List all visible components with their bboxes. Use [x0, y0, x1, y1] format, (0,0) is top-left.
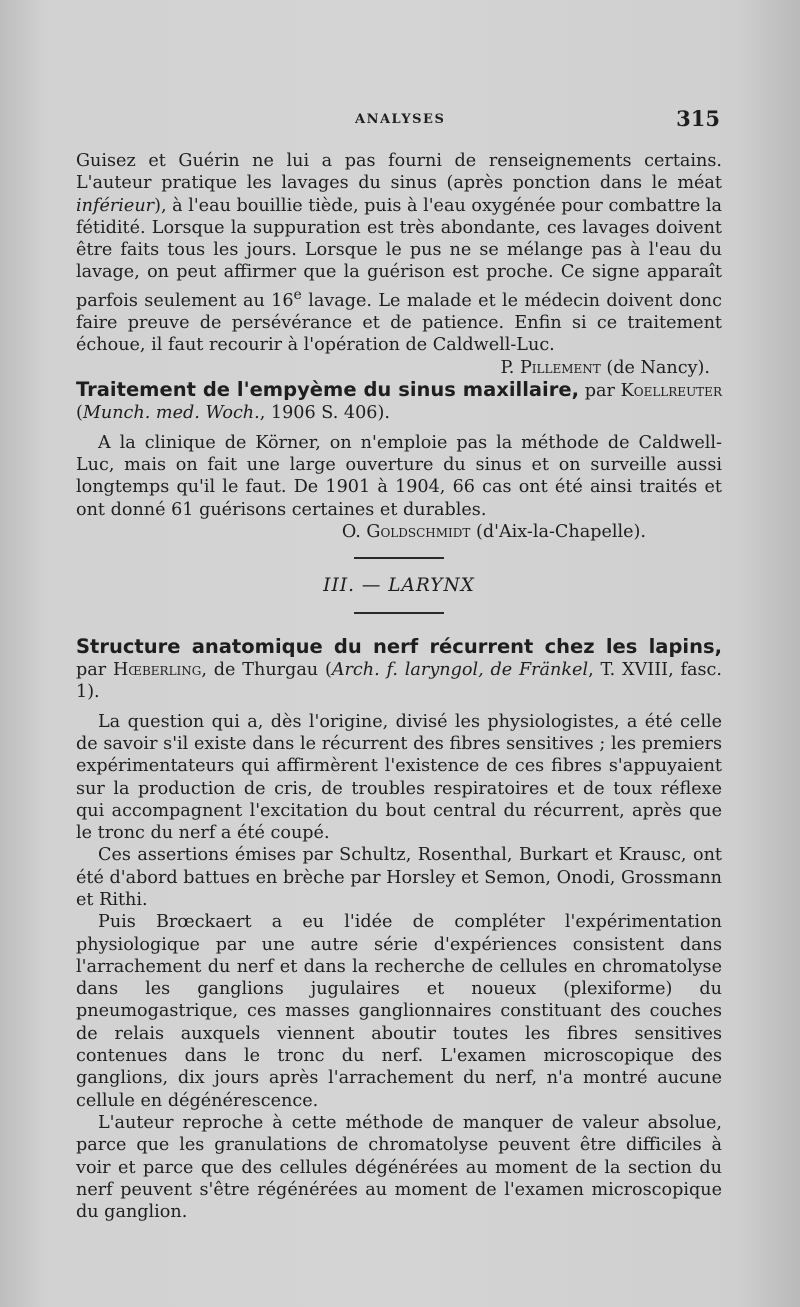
- page-number: 315: [676, 106, 720, 131]
- running-title: ANALYSES: [355, 112, 446, 127]
- article3-paragraph-4: L'auteur reproche à cette méthode de manquer de valeur absolue, parce que les granulations de chromatolyse peuvent être difficiles à voir et parce que des cellules dégénérées au moment de la section du nerf peuvent s'être régénérées au moment de l'examen microscopique du ganglion.: [76, 1112, 722, 1223]
- section-rule-bottom: [354, 612, 444, 614]
- article1-paragraph: Guisez et Guérin ne lui a pas fourni de renseignements certains. L'auteur pratique les lavages du sinus (après ponction dans le méat inférieur), à l'eau bouillie tiède, puis à l'eau oxygénée pour combattre la fétidité. Lorsque la suppuration est très abondante, ces lavages doivent être faits tous les jours. Lorsque le pus ne se mélange pas à l'eau du lavage, on peut affirmer que la guérison est proche. Ce signe apparaît parfois seulement au 16e lavage. Le malade et le médecin doivent donc faire preuve de persévérance et de patience. Enfin si ce traitement échoue, il faut recourir à l'opération de Caldwell-Luc.: [76, 151, 722, 356]
- running-header: [75, 106, 720, 136]
- italic-word: inférieur: [76, 195, 155, 216]
- article2-title: Traitement de l'empyème du sinus maxillaire, par Koellreuter (Munch. med. Woch., 1906 S. 406).: [76, 377, 722, 423]
- article3-paragraph-1: La question qui a, dès l'origine, divisé les physiologistes, a été celle de savoir s'il existe dans le récurrent des fibres sensitives ; les premiers expérimentateurs qui affirmèrent l'existence de ces fibres s'appuyaient sur la production de cris, de troubles respiratoires et de toux réflexe qui accompagnent l'excitation du bout central du récurrent, après que le tronc du nerf a été coupé.: [76, 711, 722, 844]
- article3-paragraph-2: Ces assertions émises par Schultz, Rosenthal, Burkart et Krausc, ont été d'abord battues en brèche par Horsley et Semon, Onodi, Grossmann et Rithi.: [76, 845, 722, 910]
- section-divider: [76, 557, 722, 613]
- article3-title: Structure anatomique du nerf récurrent chez les lapins, par Hœberling, de Thurgau (Arch. f. laryngol, de Fränkel, T. XVIII, fasc. 1).: [76, 634, 722, 702]
- page-content: [76, 150, 722, 1223]
- article2-signature: O. Goldschmidt (d'Aix-la-Chapelle).: [341, 522, 646, 543]
- section-heading: III. — LARYNX: [323, 575, 475, 597]
- article2-body: A la clinique de Körner, on n'emploie pas la méthode de Caldwell-Luc, mais on fait une large ouverture du sinus et on surveille aussi longtemps qu'il le faut. De 1901 à 1904, 66 cas ont été ainsi traités et ont donné 61 guérisons certaines et durables.: [76, 432, 722, 520]
- section-rule-top: [354, 557, 444, 559]
- article3-paragraph-3: Puis Brœckaert a eu l'idée de compléter l'expérimentation physiologique par une autre série d'expériences consistent dans l'arrachement du nerf et dans la recherche de cellules en chromatolyse dans les ganglions jugulaires et noueux (plexiforme) du pneumogastrique, ces masses ganglionnaires constituant des couches de relais auxquels viennent aboutir toutes les fibres sensitives contenues dans le tronc du nerf. L'examen microscopique des ganglions, dix jours après l'arrachement du nerf, n'a montré aucune cellule en dégénérescence.: [76, 912, 722, 1111]
- article1-signature: P. Pillement (de Nancy).: [500, 357, 710, 378]
